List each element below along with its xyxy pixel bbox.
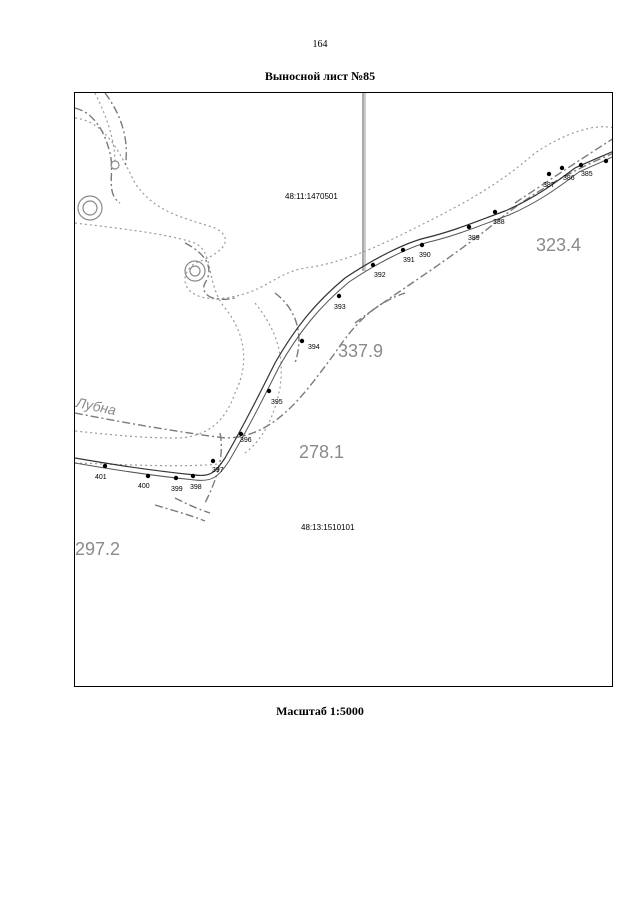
point-label: 401 [95,474,107,481]
boundary-points [103,159,608,480]
point-label: 385 [581,171,593,178]
elevation-label: 337.9 [338,341,384,361]
map-frame[interactable] [74,92,613,687]
point-label: 392 [374,272,386,279]
elevation-label: 323.4 [536,235,582,255]
road-boundary [75,151,613,480]
tree-symbols [78,161,205,281]
point-label: 399 [171,486,183,493]
page-number: 164 [312,39,328,50]
parcel-label: 48:13:1510101 [301,523,355,532]
elevation-label: 278.1 [299,442,345,462]
point-label: 391 [403,257,415,264]
point-label: 400 [138,483,150,490]
point-label: 394 [308,344,320,351]
point-label: 398 [190,484,202,491]
point-label: 393 [334,304,346,311]
point-label: 386 [563,175,575,182]
river-name: Лубна [75,394,118,419]
point-label: 389 [468,235,480,242]
sheet-title: Выносной лист №85 [264,69,376,83]
parcel-label: 48:11:1470501 [285,192,338,201]
point-label: 395 [271,399,283,406]
elevation-label: 297.2 [75,539,121,559]
map-canvas [75,93,613,687]
point-label: 390 [419,252,431,259]
scale-caption: Масштаб 1:5000 [276,704,364,718]
point-label: 387 [543,182,555,189]
point-label: 397 [212,467,224,474]
point-label: 396 [240,437,252,444]
point-label: 388 [493,219,505,226]
